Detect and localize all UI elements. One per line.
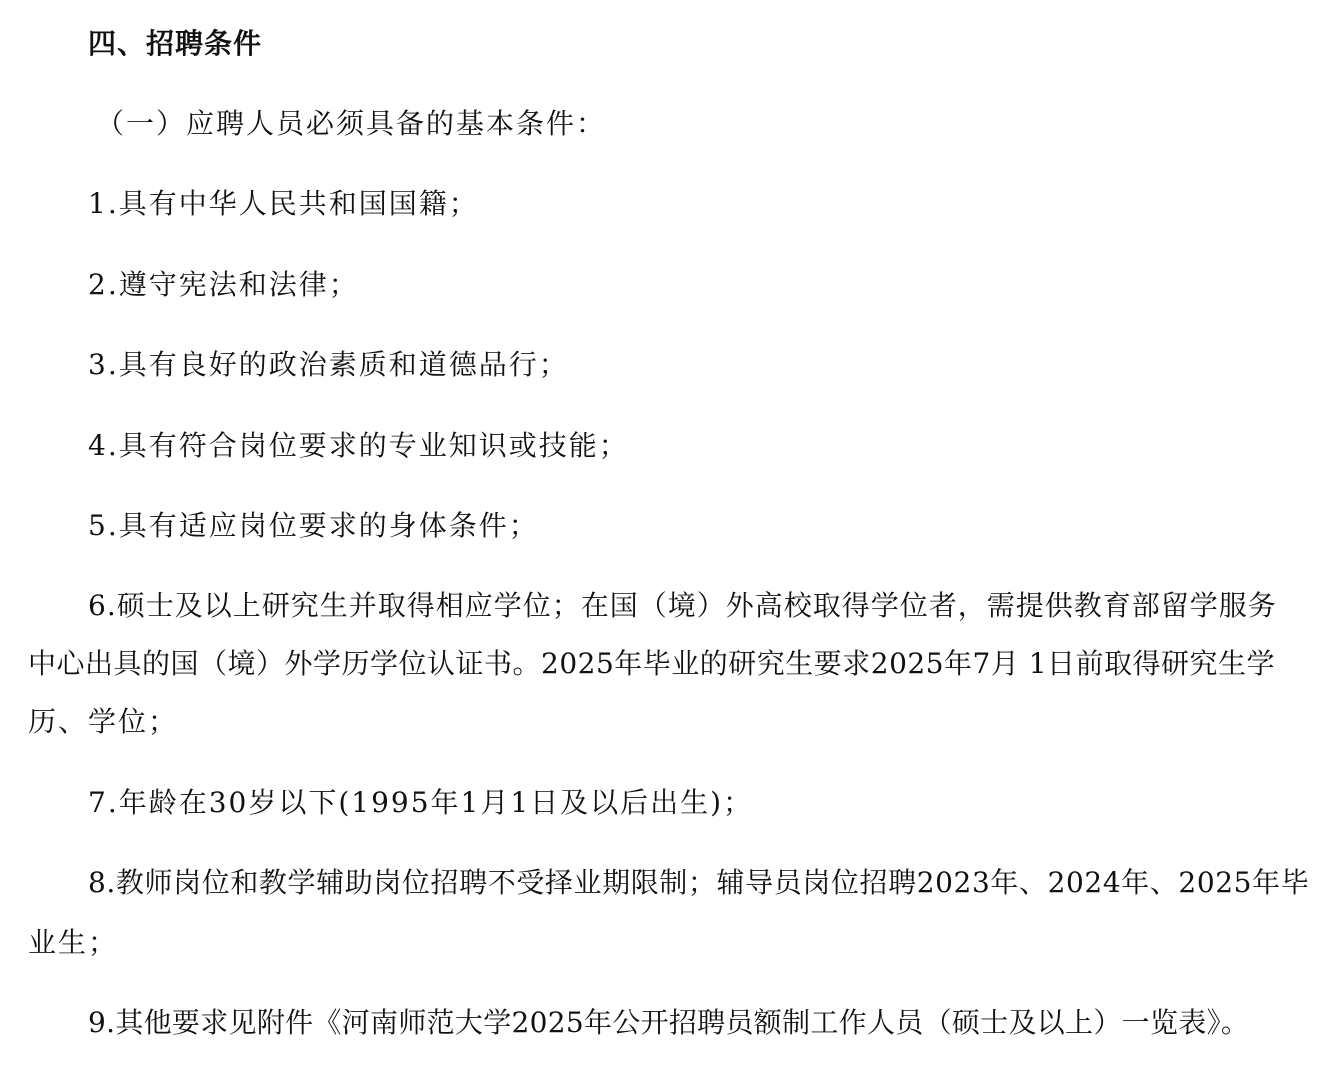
condition-item-6-line-3: 历、学位； <box>28 705 179 738</box>
subsection-heading: （一）应聘人员必须具备的基本条件： <box>96 107 607 140</box>
condition-item-5: 5.具有适应岗位要求的身体条件； <box>88 509 539 542</box>
condition-item-6-line-1: 6.硕士及以上研究生并取得相应学位；在国（境）外高校取得学位者，需提供教育部留学服务 <box>88 589 1277 622</box>
condition-item-9: 9.其他要求见附件《河南师范大学2025年公开招聘员额制工作人员（硕士及以上）一览表》。 <box>88 1006 1250 1039</box>
condition-item-3: 3.具有良好的政治素质和道德品行； <box>88 348 569 381</box>
condition-item-8-line-1: 8.教师岗位和教学辅助岗位招聘不受择业期限制；辅导员岗位招聘2023年、2024年、2025年毕 <box>88 866 1310 899</box>
section-heading: 四、招聘条件 <box>88 27 263 60</box>
condition-item-2: 2.遵守宪法和法律； <box>88 268 359 301</box>
condition-item-4: 4.具有符合岗位要求的专业知识或技能； <box>88 429 629 462</box>
condition-item-6-line-2: 中心出具的国（境）外学历学位认证书。2025年毕业的研究生要求2025年7月 1日前取得研究生学 <box>28 647 1276 680</box>
condition-item-7: 7.年龄在30岁以下(1995年1月1日及以后出生)； <box>88 786 754 819</box>
condition-item-1: 1.具有中华人民共和国国籍； <box>88 187 479 220</box>
condition-item-8-line-2: 业生； <box>28 926 119 959</box>
